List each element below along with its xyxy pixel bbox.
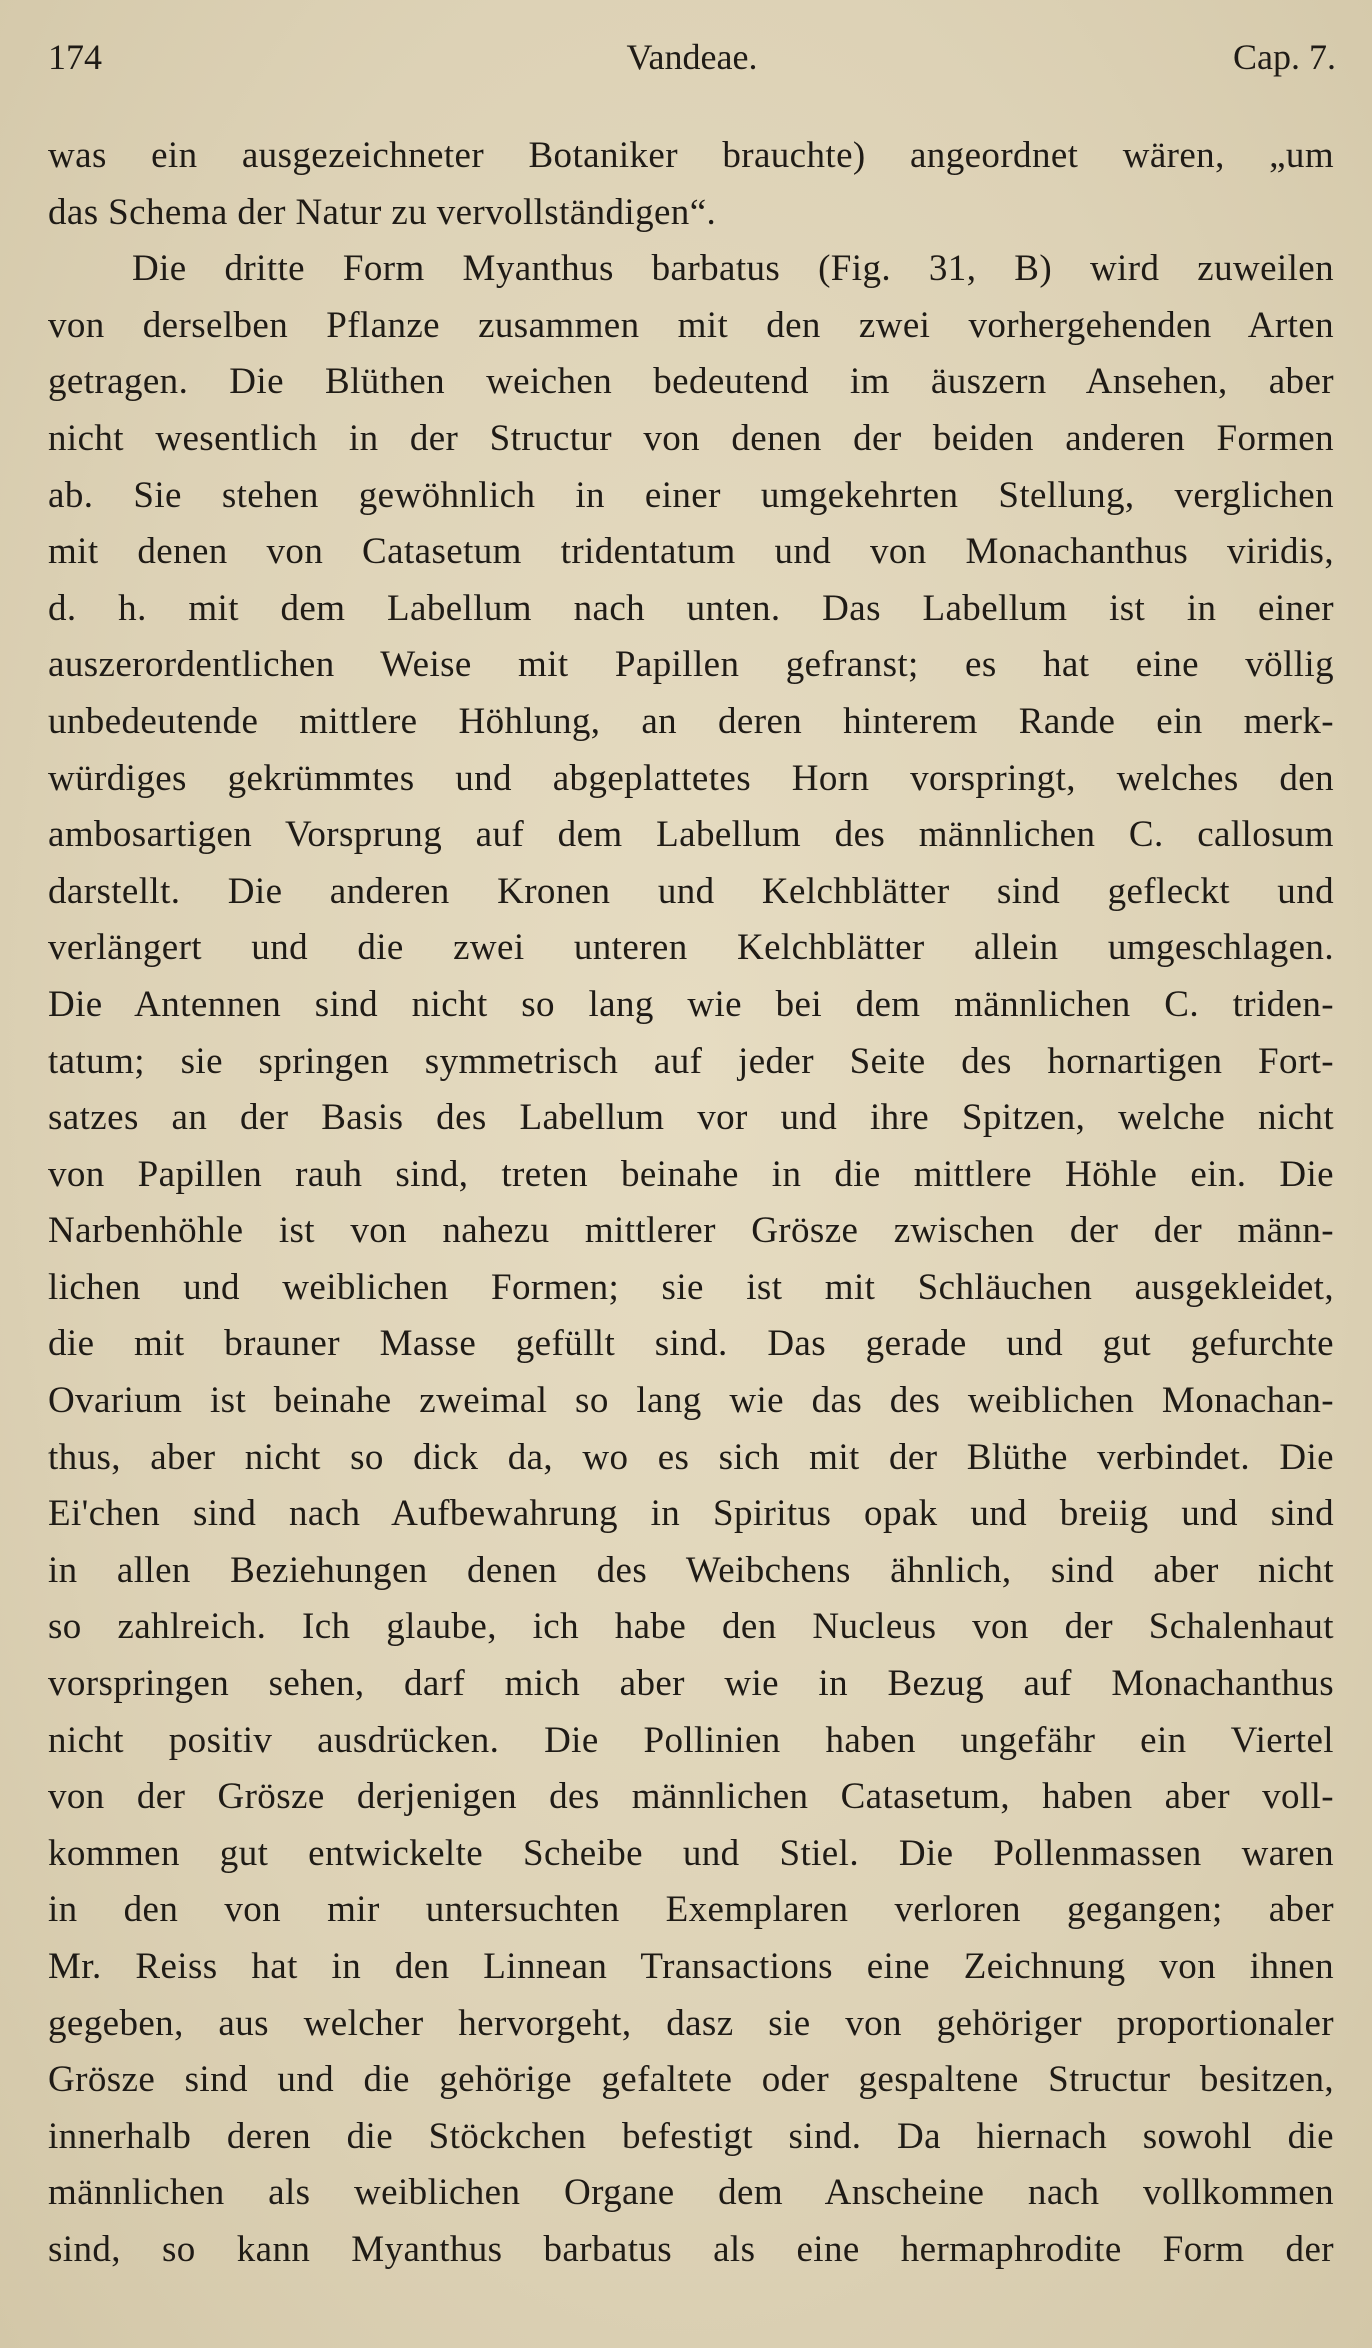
text-line: vorspringen sehen, darf mich aber wie in Bezug auf Monachanthus bbox=[48, 1663, 1334, 1705]
text-line: verlängert und die zwei unteren Kelchblätter allein umgeschlagen. bbox=[48, 927, 1334, 969]
text-line: gegeben, aus welcher hervorgeht, dasz sie von gehöriger proportionaler bbox=[48, 2002, 1334, 2044]
text-line: von Papillen rauh sind, treten beinahe in die mittlere Höhle ein. Die bbox=[48, 1153, 1334, 1195]
text-line: ab. Sie stehen gewöhnlich in einer umgekehrten Stellung, verglichen bbox=[48, 474, 1334, 516]
text-line: innerhalb deren die Stöckchen befestigt sind. Da hiernach sowohl die bbox=[48, 2115, 1334, 2157]
text-line: unbedeutende mittlere Höhlung, an deren hinterem Rande ein merk- bbox=[48, 700, 1334, 742]
text-line: Grösze sind und die gehörige gefaltete oder gespaltene Structur besitzen, bbox=[48, 2059, 1334, 2101]
text-line: lichen und weiblichen Formen; sie ist mit Schläuchen ausgekleidet, bbox=[48, 1266, 1334, 1308]
text-line: satzes an der Basis des Labellum vor und ihre Spitzen, welche nicht bbox=[48, 1097, 1334, 1139]
text-line: mit denen von Catasetum tridentatum und von Monachanthus viridis, bbox=[48, 531, 1334, 573]
text-line: in allen Beziehungen denen des Weibchens ähnlich, sind aber nicht bbox=[48, 1549, 1334, 1591]
text-line: sind, so kann Myanthus barbatus als eine hermaphrodite Form der bbox=[48, 2228, 1334, 2270]
text-line: Narbenhöhle ist von nahezu mittlerer Grösze zwischen der der männ- bbox=[48, 1210, 1334, 1252]
text-line: tatum; sie springen symmetrisch auf jeder Seite des hornartigen Fort- bbox=[48, 1040, 1334, 1082]
running-title: Vandeae. bbox=[626, 37, 758, 77]
text-line: männlichen als weiblichen Organe dem Anscheine nach vollkommen bbox=[48, 2172, 1334, 2214]
text-line: Mr. Reiss hat in den Linnean Transactions eine Zeichnung von ihnen bbox=[48, 1946, 1334, 1987]
text-line: nicht positiv ausdrücken. Die Pollinien haben ungefähr ein Viertel bbox=[48, 1719, 1334, 1761]
text-line: von der Grösze derjenigen des männlichen Catasetum, haben aber voll- bbox=[48, 1776, 1334, 1818]
text-line: was ein ausgezeichneter Botaniker brauchte) angeordnet wären, „um bbox=[48, 135, 1334, 176]
body-text bbox=[48, 128, 1334, 2279]
text-line: Ei'chen sind nach Aufbewahrung in Spiritus opak und breiig und sind bbox=[48, 1493, 1334, 1535]
text-line: nicht wesentlich in der Structur von denen der beiden anderen Formen bbox=[48, 417, 1334, 459]
text-line: kommen gut entwickelte Scheibe und Stiel. Die Pollenmassen waren bbox=[48, 1832, 1334, 1874]
text-line: ambosartigen Vorsprung auf dem Labellum des männlichen C. callosum bbox=[48, 814, 1334, 856]
page-header bbox=[48, 28, 1336, 88]
text-line: die mit brauner Masse gefüllt sind. Das gerade und gut gefurchte bbox=[48, 1323, 1334, 1365]
text-line: würdiges gekrümmtes und abgeplattetes Horn vorspringt, welches den bbox=[48, 757, 1334, 799]
text-line: getragen. Die Blüthen weichen bedeutend im äuszern Ansehen, aber bbox=[48, 361, 1334, 403]
text-line: so zahlreich. Ich glaube, ich habe den Nucleus von der Schalenhaut bbox=[48, 1606, 1334, 1648]
text-line: Die Antennen sind nicht so lang wie bei dem männlichen C. triden- bbox=[48, 983, 1334, 1025]
text-line: das Schema der Natur zu vervollständigen“. bbox=[48, 191, 717, 233]
text-line: thus, aber nicht so dick da, wo es sich mit der Blüthe verbindet. Die bbox=[48, 1436, 1334, 1478]
page-number: 174 bbox=[48, 37, 102, 77]
text-line: auszerordentlichen Weise mit Papillen gefranst; es hat eine völlig bbox=[48, 644, 1334, 686]
text-line: Die dritte Form Myanthus barbatus (Fig. 31, B) wird zuweilen bbox=[132, 248, 1334, 290]
text-line: Ovarium ist beinahe zweimal so lang wie das des weiblichen Monachan- bbox=[48, 1380, 1334, 1422]
text-line: d. h. mit dem Labellum nach unten. Das Labellum ist in einer bbox=[48, 587, 1334, 629]
text-line: von derselben Pflanze zusammen mit den zwei vorhergehenden Arten bbox=[48, 304, 1334, 346]
chapter-label: Cap. 7. bbox=[1233, 37, 1336, 77]
text-line: darstellt. Die anderen Kronen und Kelchblätter sind gefleckt und bbox=[48, 870, 1334, 912]
text-line: in den von mir untersuchten Exemplaren verloren gegangen; aber bbox=[48, 1889, 1334, 1931]
